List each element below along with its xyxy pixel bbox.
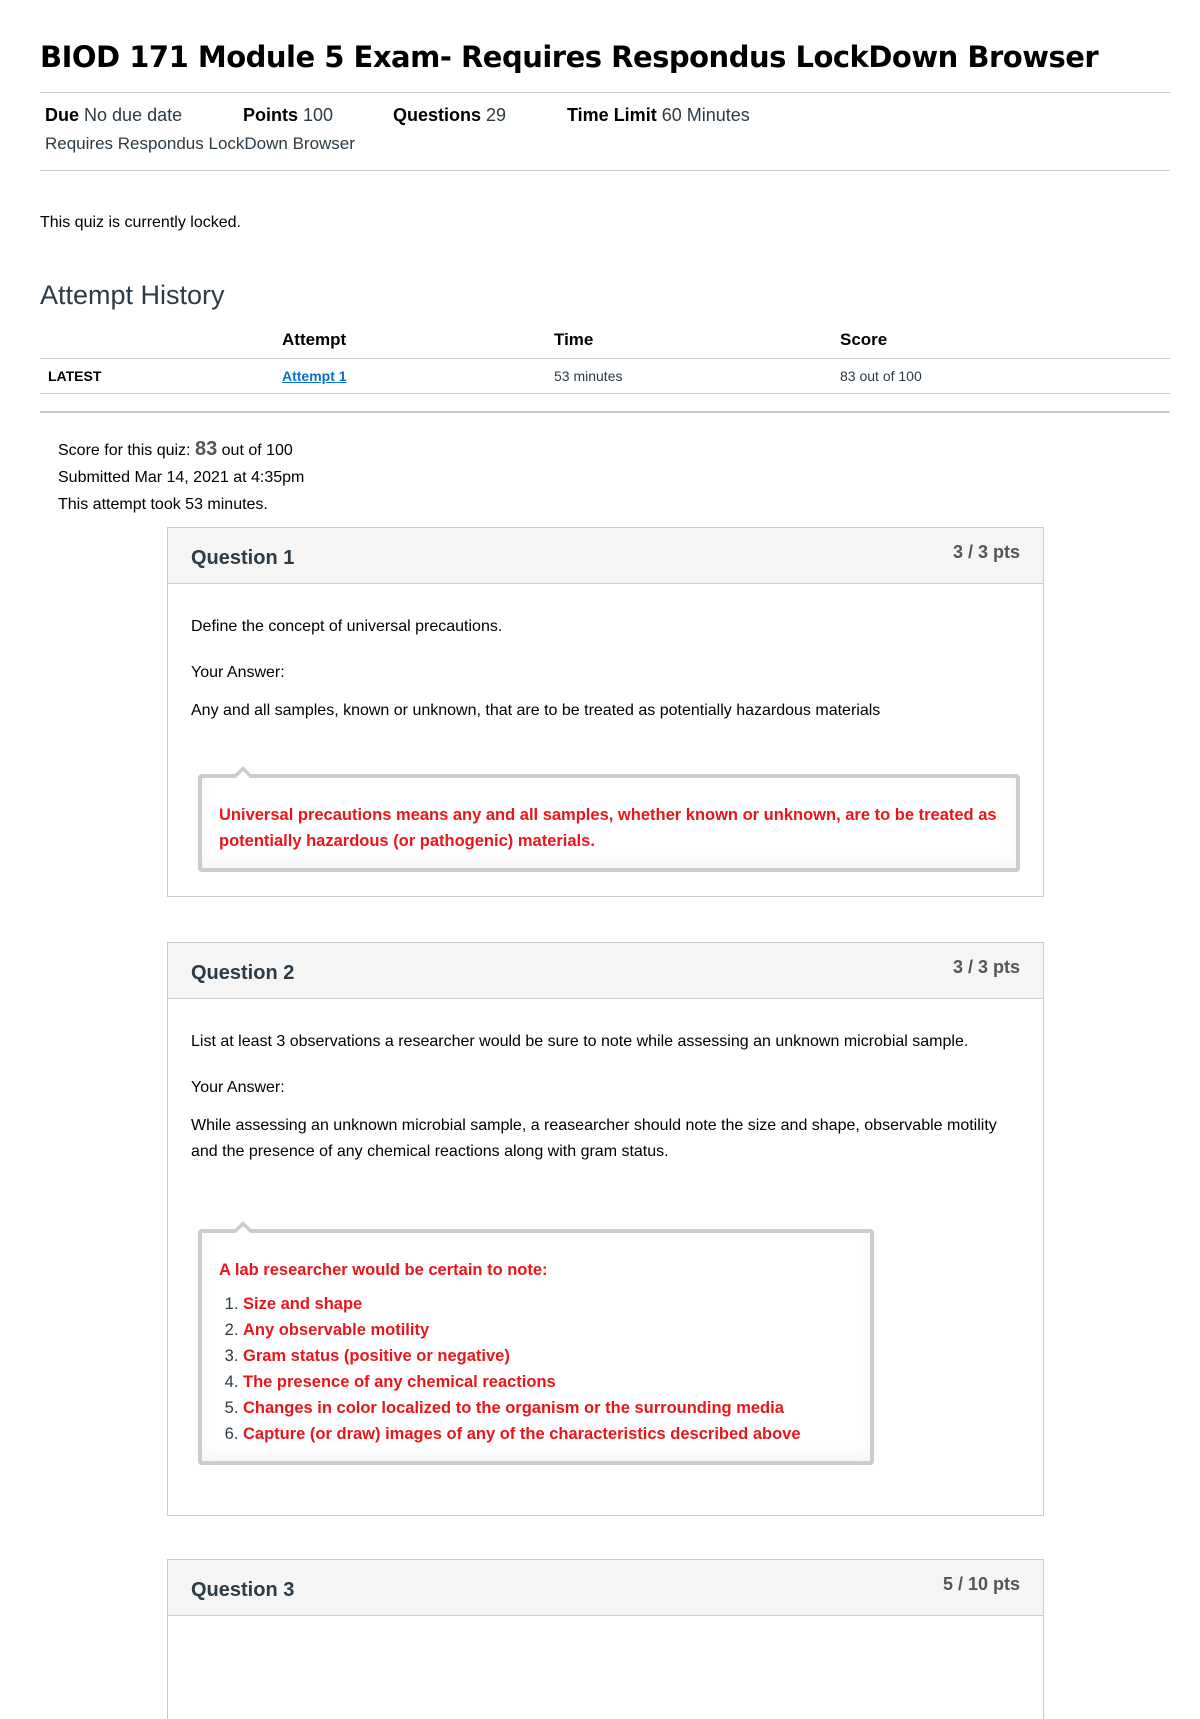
question-title: Question 2 <box>191 962 295 984</box>
feedback-intro: A lab researcher would be certain to note: <box>219 1261 548 1279</box>
meta-due: Due No due date <box>45 105 183 125</box>
table-row <box>40 359 1170 394</box>
attempt-history-heading: Attempt History <box>40 280 225 310</box>
score-cell: 83 out of 100 <box>840 359 1170 394</box>
attempt-1-link[interactable]: Attempt 1 <box>282 368 347 384</box>
question-header <box>168 1560 1043 1616</box>
feedback-box <box>198 774 1020 872</box>
meta-points: Points 100 <box>243 105 334 125</box>
col-attempt: Attempt <box>282 320 554 359</box>
question-header <box>168 943 1043 999</box>
your-answer-label: Your Answer: <box>191 1079 285 1096</box>
question-points: 5 / 10 pts <box>942 1574 1020 1594</box>
question-1-card <box>167 527 1044 897</box>
submitted-at: Submitted Mar 14, 2021 at 4:35pm <box>58 469 305 486</box>
list-item: 2. Any observable motility <box>243 1317 853 1343</box>
question-header <box>168 528 1043 584</box>
list-item: 1. Size and shape <box>243 1291 853 1317</box>
question-2-card <box>167 942 1044 1516</box>
question-prompt: Define the concept of universal precautions. <box>191 618 503 635</box>
meta-time-limit: Time Limit 60 Minutes <box>567 105 750 125</box>
list-item: 4. The presence of any chemical reactions <box>243 1369 853 1395</box>
question-body <box>168 584 1043 888</box>
question-title: Question 3 <box>191 1579 295 1601</box>
quiz-title: BIOD 171 Module 5 Exam- Requires Respondus LockDown Browser <box>40 40 1099 74</box>
meta-divider <box>40 170 1170 171</box>
time-cell: 53 minutes <box>554 359 840 394</box>
feedback-text: Universal precautions means any and all samples, whether known or unknown, are to be treated as potentially hazardous (or pathogenic) materials. <box>219 806 997 850</box>
score-summary <box>58 436 304 518</box>
your-answer: Any and all samples, known or unknown, that are to be treated as potentially hazardous materials <box>191 702 881 719</box>
question-prompt: List at least 3 observations a researcher would be sure to note while assessing an unknown microbial sample. <box>191 1033 969 1050</box>
col-score: Score <box>840 320 1170 359</box>
attempt-history-table <box>40 320 1170 394</box>
question-points: 3 / 3 pts <box>952 957 1020 977</box>
attempt-duration: This attempt took 53 minutes. <box>58 496 268 513</box>
feedback-list <box>219 1291 853 1447</box>
latest-tag: LATEST <box>40 359 282 394</box>
locked-message: This quiz is currently locked. <box>40 214 241 231</box>
question-3-card <box>167 1559 1044 1719</box>
quiz-score: Score for this quiz: 83 out of 100 <box>58 438 293 460</box>
history-divider <box>40 411 1170 413</box>
list-item: 3. Gram status (positive or negative) <box>243 1343 853 1369</box>
question-body <box>168 999 1043 1481</box>
attempt-cell <box>282 359 554 394</box>
quiz-meta <box>45 105 750 126</box>
title-divider <box>40 92 1170 93</box>
meta-questions: Questions 29 <box>393 105 507 125</box>
list-item: 6. Capture (or draw) images of any of the characteristics described above <box>243 1421 853 1447</box>
question-title: Question 1 <box>191 547 295 569</box>
lockdown-requirement: Requires Respondus LockDown Browser <box>45 134 355 153</box>
question-points: 3 / 3 pts <box>952 542 1020 562</box>
your-answer-label: Your Answer: <box>191 664 285 681</box>
your-answer: While assessing an unknown microbial sample, a reasearcher should note the size and shape, observable motility and the presence of any chemical reactions along with gram status. <box>191 1117 997 1160</box>
feedback-box <box>198 1229 874 1465</box>
col-tag <box>40 320 282 359</box>
col-time: Time <box>554 320 840 359</box>
list-item: 5. Changes in color localized to the organism or the surrounding media <box>243 1395 853 1421</box>
table-header-row <box>40 320 1170 359</box>
